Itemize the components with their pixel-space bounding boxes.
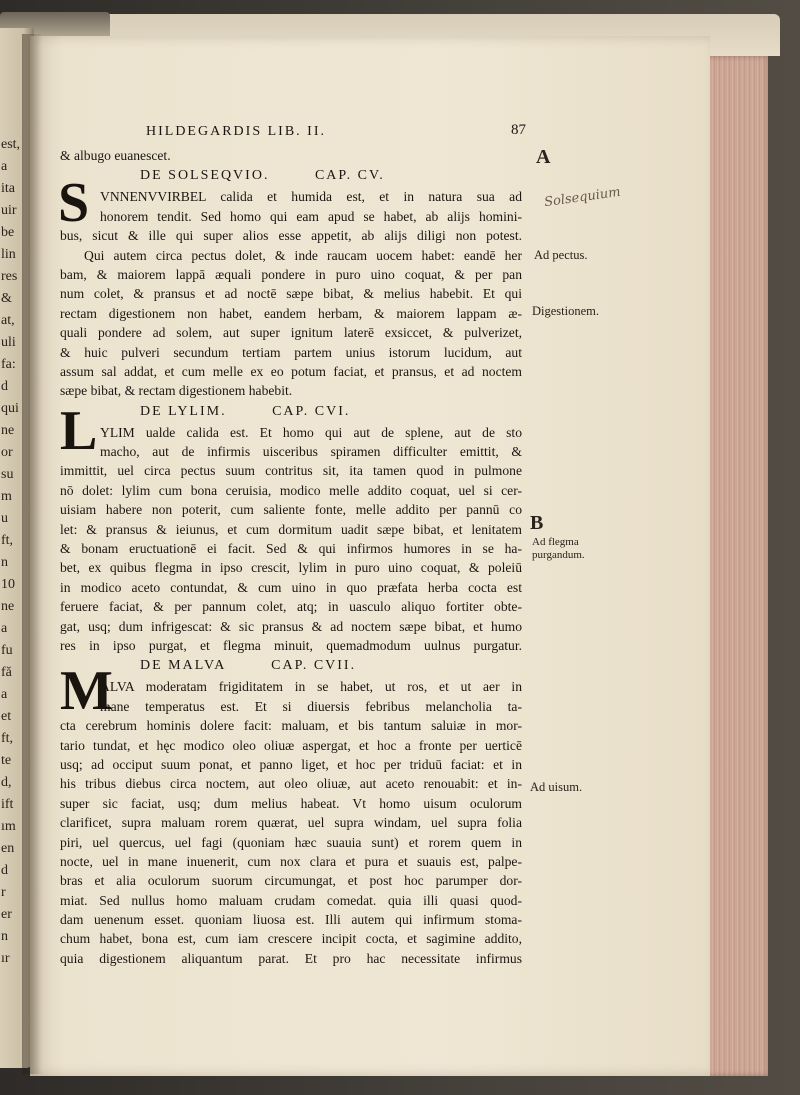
margin-letter-a: A [536, 146, 551, 168]
left-page-fragment: ft, [1, 731, 14, 746]
handwritten-annotation: Solsequium [543, 184, 622, 211]
text-line: Qui autem circa pectus dolet, & inde raucam uocem habet: eandē her [84, 247, 522, 263]
text-line: piri, uel quercus, uel fagi (quoniam hæc suauia sunt) et rorem quem in [60, 834, 522, 850]
spine-shadow [22, 34, 42, 1074]
text-line: miat. Sed nullus homo maluam crudam comedat. quia illi quasi quod- [60, 892, 522, 908]
folio-number: 87 [511, 122, 526, 138]
text-line: & bonam eructuationē ei facit. Sed & qui infirmos humores in se ha- [60, 541, 522, 557]
text-line: in modico aceto contundat, & cum uino in quo præfata herba cocta est [60, 579, 522, 595]
margin-note-ad-flegma: Ad flegma purgandum. [532, 536, 585, 561]
text-line: usq; ad occiput suum ponat, et panno liget, et hoc per triduū faciat: et in [60, 756, 522, 772]
drop-cap: L [60, 399, 98, 462]
text-line: ALVA moderatam frigiditatem in se habet, ut ros, et ut aer in [100, 679, 522, 695]
left-page-fragment: uir [1, 203, 17, 218]
text-line: immittit, uel circa pectus suum contritus sit, ita tamen quod in pulmone [60, 463, 522, 479]
text-line: his tribus diebus circa noctem, aut oleo oliuæ, aut aceto renouabit: et in- [60, 776, 522, 792]
text-line: dam uenenum esset. quoniam liuosa est. Illi autem qui infirmum stoma- [60, 912, 522, 928]
text-line: sæpe bibat, & rectam digestionem habebit. [60, 383, 293, 399]
text-line: super sic faciat, usq; dum melius habeat. Vt homo uisum oculorum [60, 795, 522, 811]
left-page-fragment: ita [1, 181, 15, 196]
left-page-fragment: m [1, 489, 12, 504]
left-page-fragment: be [1, 225, 15, 240]
left-page-fragment: su [1, 467, 14, 482]
drop-cap: M [60, 660, 113, 723]
left-page-fragment: d [1, 379, 8, 394]
left-page-fragment: 10 [1, 577, 15, 592]
chapter-number: CAP. CV. [314, 168, 385, 184]
text-line: let: & pransus & ieiunus, et cum dormitum uadit sæpe bibat, et lenitatem [60, 521, 522, 537]
left-page-fragment: ne [1, 423, 15, 438]
left-page-fragment: fu [1, 643, 13, 658]
text-line: bus, sicut & ille qui super alios esse appetit, ab alijs diligi non potest. [60, 228, 522, 244]
left-page-fragment: u [1, 511, 8, 526]
chapter-heading [60, 655, 522, 677]
margin-note-digestionem: Digestionem. [532, 304, 600, 318]
text-line: quia digestionem aliquantum parat. Et pro hac necessitate infirmus [60, 950, 522, 966]
left-page-fragment: a [1, 687, 8, 702]
margin-letter-b: B [530, 512, 544, 534]
text-line: gat, usq; dum infrigescat: & sic pransus & ad noctem sæpe bibat, et humo [60, 618, 522, 634]
left-page-fragment: est, [1, 137, 21, 152]
left-page-fragment: fa: [1, 357, 16, 372]
left-page-fragment: & [1, 291, 12, 306]
text-line: feruere faciat, & per pannum colet, atq; in uasculo aliquo fortiter obte- [60, 599, 522, 615]
left-page-fragment: lin [1, 247, 16, 262]
text-line: bras et alia oculorum suorum circumungat, et post hoc parumper dor- [60, 873, 522, 889]
chapter-number: CAP. CVII. [271, 658, 357, 674]
chapter-title: DE LYLIM. [140, 403, 227, 419]
left-page-fragment: at, [1, 313, 15, 328]
text-line: res in ipso purgat, et flegma minuit, quemadmodum uulnus purgatur. [60, 637, 522, 653]
text-line: cta cerebrum hominis dolere facit: maluam, et bis tantum saluiæ in mor- [60, 718, 522, 734]
main-text-block [60, 146, 522, 968]
running-head [146, 124, 526, 140]
left-page-fragment: ır [1, 951, 10, 966]
left-page-fragment: te [1, 753, 12, 768]
text-line: bet, ex quibus flegma in ipso crescit, lylim in puro uino coquat, & poleiū [60, 560, 522, 576]
text-line: mane temperatus est. Et si diuersis febribus melancholia ta- [100, 698, 522, 714]
left-page-fragment: er [1, 907, 12, 922]
text-line: quali pondere ad solem, aut super ignitum laterē exsiccet, & pulverizet, [60, 325, 522, 341]
text-line: macho, aut de infirmis uisceribus spiramen difficulter emittit, & [100, 444, 522, 460]
text-line: VNNENVVIRBEL calida et humida est, et in natura sua ad [100, 189, 522, 205]
left-page-fragment: n [1, 555, 8, 570]
text-line: & huic pulveri secundum tertiam partem unius istorum lucidum, aut [60, 344, 522, 360]
running-head-title: HILDEGARDIS LIB. II. [146, 124, 326, 139]
left-page-fragment: a [1, 159, 8, 174]
chapter-title: DE MALVA [140, 658, 226, 674]
text-line: bam, & maiorem lappā æquali pondere in puro uino coquat, & per pan [60, 266, 522, 282]
left-page-fragment: res [1, 269, 18, 284]
left-page-fragment: d [1, 863, 8, 878]
first-line: & albugo euanescet. [60, 148, 171, 163]
left-page-fragment: ne [1, 599, 15, 614]
left-page-fragment: ift [1, 797, 14, 812]
text-line: clarificet, supra maluam rorem quærat, uel supra windam, uel supra folia [60, 815, 522, 831]
left-page-fragment: or [1, 445, 13, 460]
drop-cap: S [58, 172, 90, 235]
chapter-title: DE SOLSEQVIO. [140, 168, 270, 184]
margin-note-ad-uisum: Ad uisum. [530, 780, 583, 794]
text-line: tario tundat, et hęc modico oleo oliuæ aspergat, et hoc a fronte per uerticē [60, 737, 522, 753]
margin-note-ad-pectus: Ad pectus. [534, 248, 588, 262]
left-page-fragment: et [1, 709, 12, 724]
chapter-number: CAP. CVI. [272, 403, 351, 419]
text-line: rectam digestionem non habet, eandem herbam, & maiorem lappam æ- [60, 305, 522, 321]
left-page-fragment: fă [1, 665, 12, 680]
left-page-fragment: n [1, 929, 8, 944]
left-page-fragment: qui [1, 401, 19, 416]
text-line: assum sal addat, et cum melle ex eo potum faciat, et pransus, et ad noctem [60, 363, 522, 379]
text-line: honorem tendit. Sed homo qui eam apud se habet, ab alijs homini- [100, 208, 522, 224]
text-line: YLIM ualde calida est. Et homo qui aut de splene, aut de sto [100, 424, 522, 440]
left-page-fragment: ft, [1, 533, 14, 548]
text-line: num colet, & pransus et ad noctē sæpe bibat, & melius habebit. Et qui [60, 286, 522, 302]
text-line: uisiam habere non poterit, cum saliente fonte, melle addito per pannū co [60, 502, 522, 518]
left-page-fragment: d, [1, 775, 12, 790]
left-page-fragment: en [1, 841, 15, 856]
chapter-heading [60, 165, 522, 187]
left-page-fragment: ım [1, 819, 16, 834]
text-line: chum habet, bona est, cum iam crescere incipit cocta, et sagimine addito, [60, 931, 522, 947]
left-page-fragment: r [1, 885, 6, 900]
left-page-fragment: a [1, 621, 8, 636]
left-page-fragment: uli [1, 335, 16, 350]
text-line: nō dolet: lylim cum bona ceruisia, modico melle addito coquat, uel si cer- [60, 482, 522, 498]
chapter-heading [60, 401, 522, 423]
text-line: nocte, uel in mane inuenerit, cum nox clara et pura et suauis est, palpe- [60, 853, 522, 869]
